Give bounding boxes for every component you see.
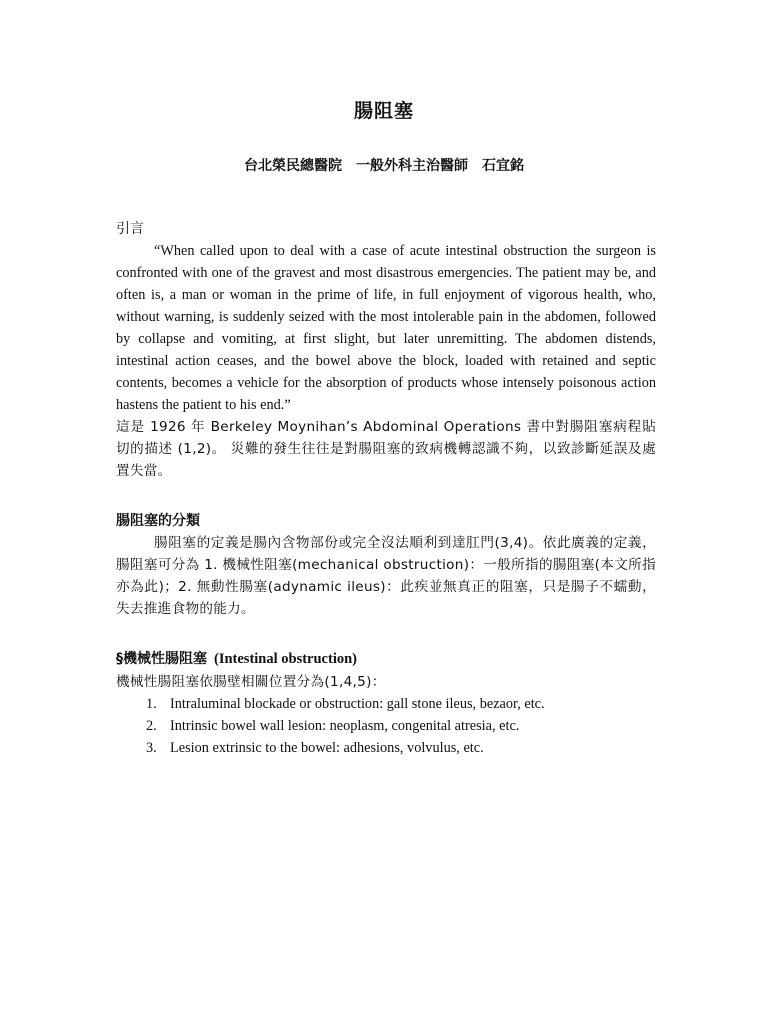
author-line: 台北榮民總醫院 一般外科主治醫師 石宜銘 xyxy=(244,158,524,174)
list-item-number: 3. xyxy=(146,740,157,756)
classification-heading: 腸阻塞的分類 xyxy=(116,513,200,529)
list-item-text: Intraluminal blockade or obstruction: gall stone ileus, bezaor, etc. xyxy=(170,696,545,712)
moynihan-quote: “When called upon to deal with a case of acute intestinal obstruction the surgeon is confronted with one of the gravest and most disastrous emergencies. The patient may be, and often is, a man or woman in the prime of life, in full enjoyment of vigorous health, who, without warning, is suddenly seized with the most intolerable pain in the abdomen, followed by collapse and vomiting, at first slight, but later unremitting. The abdomen distends, intestinal action ceases, and the bowel above the block, loaded with retained and septic contents, becomes a vehicle for the absorption of products whose intensely poisonous action hastens the patient to his end.” xyxy=(116,243,656,413)
list-item-number: 2. xyxy=(146,718,157,734)
list-item-number: 1. xyxy=(146,696,157,712)
list-item xyxy=(116,715,656,737)
document-title: 腸阻塞 xyxy=(353,100,414,122)
classification-body: 腸阻塞的定義是腸內含物部份或完全沒法順利到達肛門(3,4)。依此廣義的定義，腸阻塞可分為 1. 機械性阻塞(mechanical obstruction)：一般所指的腸阻塞(本文所指亦為此)；2. 無動性腸塞(adynamic ileus)：此疾並無真正的阻塞，只是腸子不蠕動，失去推進食物的能力。 xyxy=(116,535,656,617)
mechanical-lead: 機械性腸阻塞依腸壁相關位置分為(1,4,5)： xyxy=(116,674,386,690)
mechanical-heading-zh: §機械性腸阻塞 xyxy=(116,651,207,667)
document-body xyxy=(116,218,656,759)
list-item xyxy=(116,737,656,759)
intro-commentary: 這是 1926 年 Berkeley Moynihan’s Abdominal Operations 書中對腸阻塞病程貼切的描述 (1,2)。 災難的發生往往是對腸阻塞的致病機轉認識不夠，以致診斷延誤及處置失當。 xyxy=(116,419,656,479)
list-item-text: Intrinsic bowel wall lesion: neoplasm, congenital atresia, etc. xyxy=(170,718,520,734)
list-item-text: Lesion extrinsic to the bowel: adhesions, volvulus, etc. xyxy=(170,740,484,756)
mechanical-heading-en: (Intestinal obstruction) xyxy=(214,651,357,667)
mechanical-heading xyxy=(116,648,656,671)
obstruction-type-list xyxy=(116,693,656,759)
list-item xyxy=(116,693,656,715)
intro-heading: 引言 xyxy=(116,221,144,237)
